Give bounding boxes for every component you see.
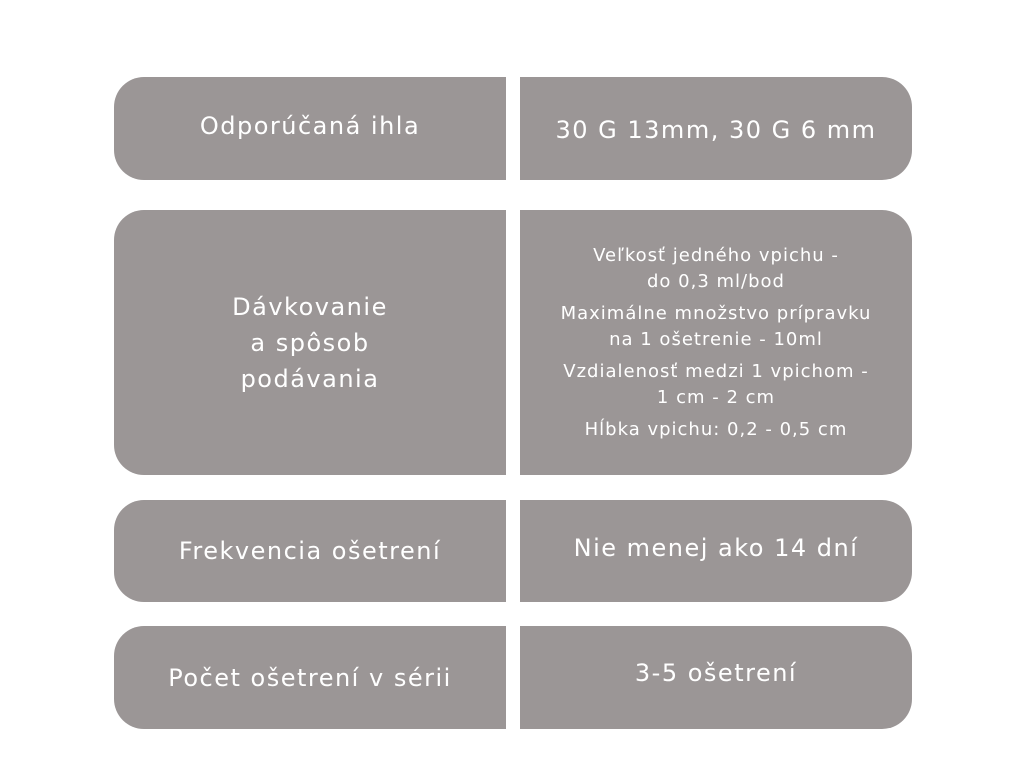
row-label: Frekvencia ošetrení: [178, 537, 442, 565]
row-value: 30 G 13mm, 30 G 6 mm: [555, 115, 877, 144]
detail-line: Vzdialenosť medzi 1 vpichom -: [563, 360, 869, 382]
label-cell: [114, 77, 506, 180]
row-label-line: podávania: [240, 364, 380, 393]
row-label: Počet ošetrení v sérii: [168, 663, 452, 692]
row-label-line: Dávkovanie: [232, 292, 388, 321]
row-value: 3-5 ošetrení: [634, 658, 798, 687]
detail-line: na 1 ošetrenie - 10ml: [609, 328, 823, 350]
row-dosage: [114, 210, 912, 475]
detail-line: 1 cm - 2 cm: [656, 386, 776, 408]
detail-item: [561, 301, 872, 353]
row-label-line: a spôsob: [250, 328, 370, 357]
value-cell: [520, 626, 912, 729]
row-treatment-count: [114, 626, 912, 729]
detail-line: Maximálne množstvo prípravku: [560, 302, 872, 324]
value-cell: [520, 210, 912, 475]
detail-item: [585, 417, 848, 443]
row-label: Odporúčaná ihla: [199, 111, 421, 140]
row-recommended-needle: [114, 77, 912, 180]
value-cell: [520, 77, 912, 180]
detail-line: do 0,3 ml/bod: [647, 270, 785, 292]
detail-line: Hĺbka vpichu: 0,2 - 0,5 cm: [584, 418, 848, 440]
detail-item: [563, 359, 868, 411]
value-cell: [520, 500, 912, 602]
label-cell: [114, 500, 506, 602]
label-cell: [114, 626, 506, 729]
row-frequency: [114, 500, 912, 602]
detail-line: Veľkosť jedného vpichu -: [593, 244, 839, 266]
label-cell: [114, 210, 506, 475]
detail-item: [593, 243, 839, 295]
row-value: Nie menej ako 14 dní: [573, 534, 859, 562]
